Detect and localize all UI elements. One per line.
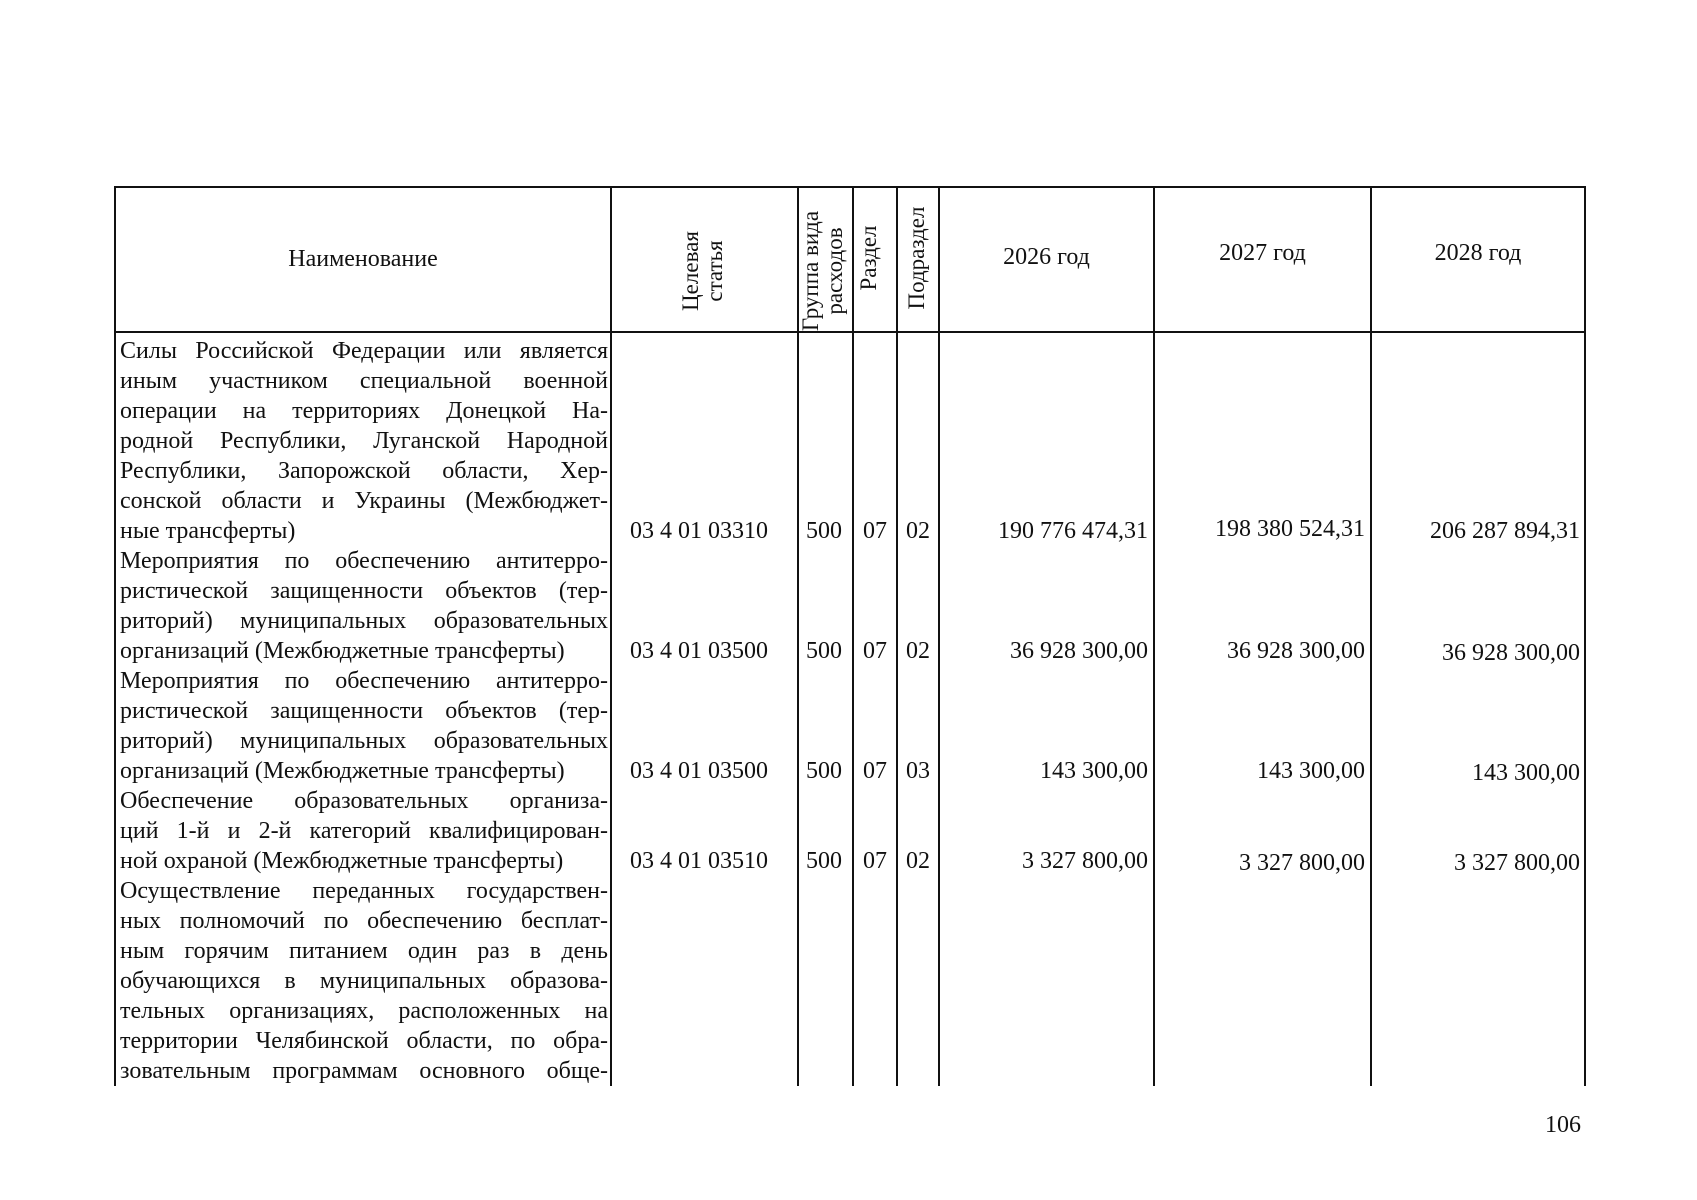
subsection-code: 03 bbox=[906, 758, 930, 784]
target-article-code: 03 4 01 03500 bbox=[630, 758, 768, 784]
row-name-line: территории Челябинской области, по обра- bbox=[120, 1028, 608, 1054]
row-name-line: организаций (Межбюджетные трансферты) bbox=[120, 638, 565, 664]
row-name-line: ной охраной (Межбюджетные трансферты) bbox=[120, 848, 564, 874]
row-name-line: Республики, Запорожской области, Хер- bbox=[120, 458, 608, 484]
target-article-code: 03 4 01 03510 bbox=[630, 848, 768, 874]
amount-2026: 190 776 474,31 bbox=[998, 518, 1148, 544]
row-name-line: сонской области и Украины (Межбюджет- bbox=[120, 488, 608, 514]
amount-2028: 3 327 800,00 bbox=[1454, 850, 1580, 876]
section-code: 07 bbox=[863, 758, 887, 784]
expense-group-code: 500 bbox=[806, 638, 842, 664]
column-border bbox=[1370, 186, 1372, 1086]
amount-2028: 143 300,00 bbox=[1472, 760, 1580, 786]
amount-2028: 36 928 300,00 bbox=[1442, 640, 1580, 666]
subsection-code: 02 bbox=[906, 848, 930, 874]
amount-2027: 36 928 300,00 bbox=[1227, 638, 1365, 664]
row-name-line: Мероприятия по обеспечению антитерро- bbox=[120, 668, 608, 694]
subsection-code: 02 bbox=[906, 518, 930, 544]
subsection-code: 02 bbox=[906, 638, 930, 664]
amount-2026: 3 327 800,00 bbox=[1022, 848, 1148, 874]
amount-2028: 206 287 894,31 bbox=[1430, 518, 1580, 544]
page-number: 106 bbox=[1545, 1112, 1581, 1138]
row-name-line: ристической защищенности объектов (тер- bbox=[120, 698, 608, 724]
row-name-line: родной Республики, Луганской Народной bbox=[120, 428, 608, 454]
row-name-line: Мероприятия по обеспечению антитерро- bbox=[120, 548, 608, 574]
row-name-line: Силы Российской Федерации или является bbox=[120, 338, 608, 364]
row-name-line: ным горячим питанием один раз в день bbox=[120, 938, 608, 964]
column-border bbox=[114, 186, 116, 1086]
amount-2027: 3 327 800,00 bbox=[1239, 850, 1365, 876]
row-name-line: ные трансферты) bbox=[120, 518, 296, 544]
row-name-line: зовательным программам основного обще- bbox=[120, 1058, 608, 1084]
column-border bbox=[896, 186, 898, 1086]
amount-2027: 143 300,00 bbox=[1257, 758, 1365, 784]
expense-group-code: 500 bbox=[806, 848, 842, 874]
target-article-code: 03 4 01 03500 bbox=[630, 638, 768, 664]
column-border bbox=[610, 186, 612, 1086]
column-border bbox=[1584, 186, 1586, 1086]
header-expense-group: Группа вида расходов bbox=[798, 210, 848, 332]
row-name-line: ных полномочий по обеспечению бесплат- bbox=[120, 908, 608, 934]
row-name-line: риторий) муниципальных образовательных bbox=[120, 728, 608, 754]
target-article-code: 03 4 01 03310 bbox=[630, 518, 768, 544]
section-code: 07 bbox=[863, 518, 887, 544]
amount-2026: 143 300,00 bbox=[1040, 758, 1148, 784]
amount-2026: 36 928 300,00 bbox=[1010, 638, 1148, 664]
row-name-line: тельных организациях, расположенных на bbox=[120, 998, 608, 1024]
column-border bbox=[852, 186, 854, 1086]
row-name-line: обучающихся в муниципальных образова- bbox=[120, 968, 608, 994]
row-name-line: иным участником специальной военной bbox=[120, 368, 608, 394]
column-border bbox=[938, 186, 940, 1086]
row-name-line: Осуществление переданных государствен- bbox=[120, 878, 608, 904]
header-target-article: Целевая статья bbox=[678, 231, 728, 311]
row-name-line: Обеспечение образовательных организа- bbox=[120, 788, 608, 814]
amount-2027: 198 380 524,31 bbox=[1215, 516, 1365, 542]
header-subsection: Подраздел bbox=[904, 206, 929, 310]
table-top-border bbox=[114, 186, 1585, 188]
expense-group-code: 500 bbox=[806, 518, 842, 544]
section-code: 07 bbox=[863, 638, 887, 664]
row-name-line: ристической защищенности объектов (тер- bbox=[120, 578, 608, 604]
row-name-line: риторий) муниципальных образовательных bbox=[120, 608, 608, 634]
column-border bbox=[1153, 186, 1155, 1086]
row-name-line: организаций (Межбюджетные трансферты) bbox=[120, 758, 565, 784]
header-name: Наименование bbox=[288, 246, 438, 272]
header-year-2026: 2026 год bbox=[1003, 244, 1090, 270]
header-year-2027: 2027 год bbox=[1219, 240, 1306, 266]
expense-group-code: 500 bbox=[806, 758, 842, 784]
header-year-2028: 2028 год bbox=[1434, 240, 1522, 266]
row-name-line: ций 1-й и 2-й категорий квалифицирован- bbox=[120, 818, 608, 844]
header-section: Раздел bbox=[856, 225, 881, 291]
section-code: 07 bbox=[863, 848, 887, 874]
row-name-line: операции на территориях Донецкой На- bbox=[120, 398, 608, 424]
